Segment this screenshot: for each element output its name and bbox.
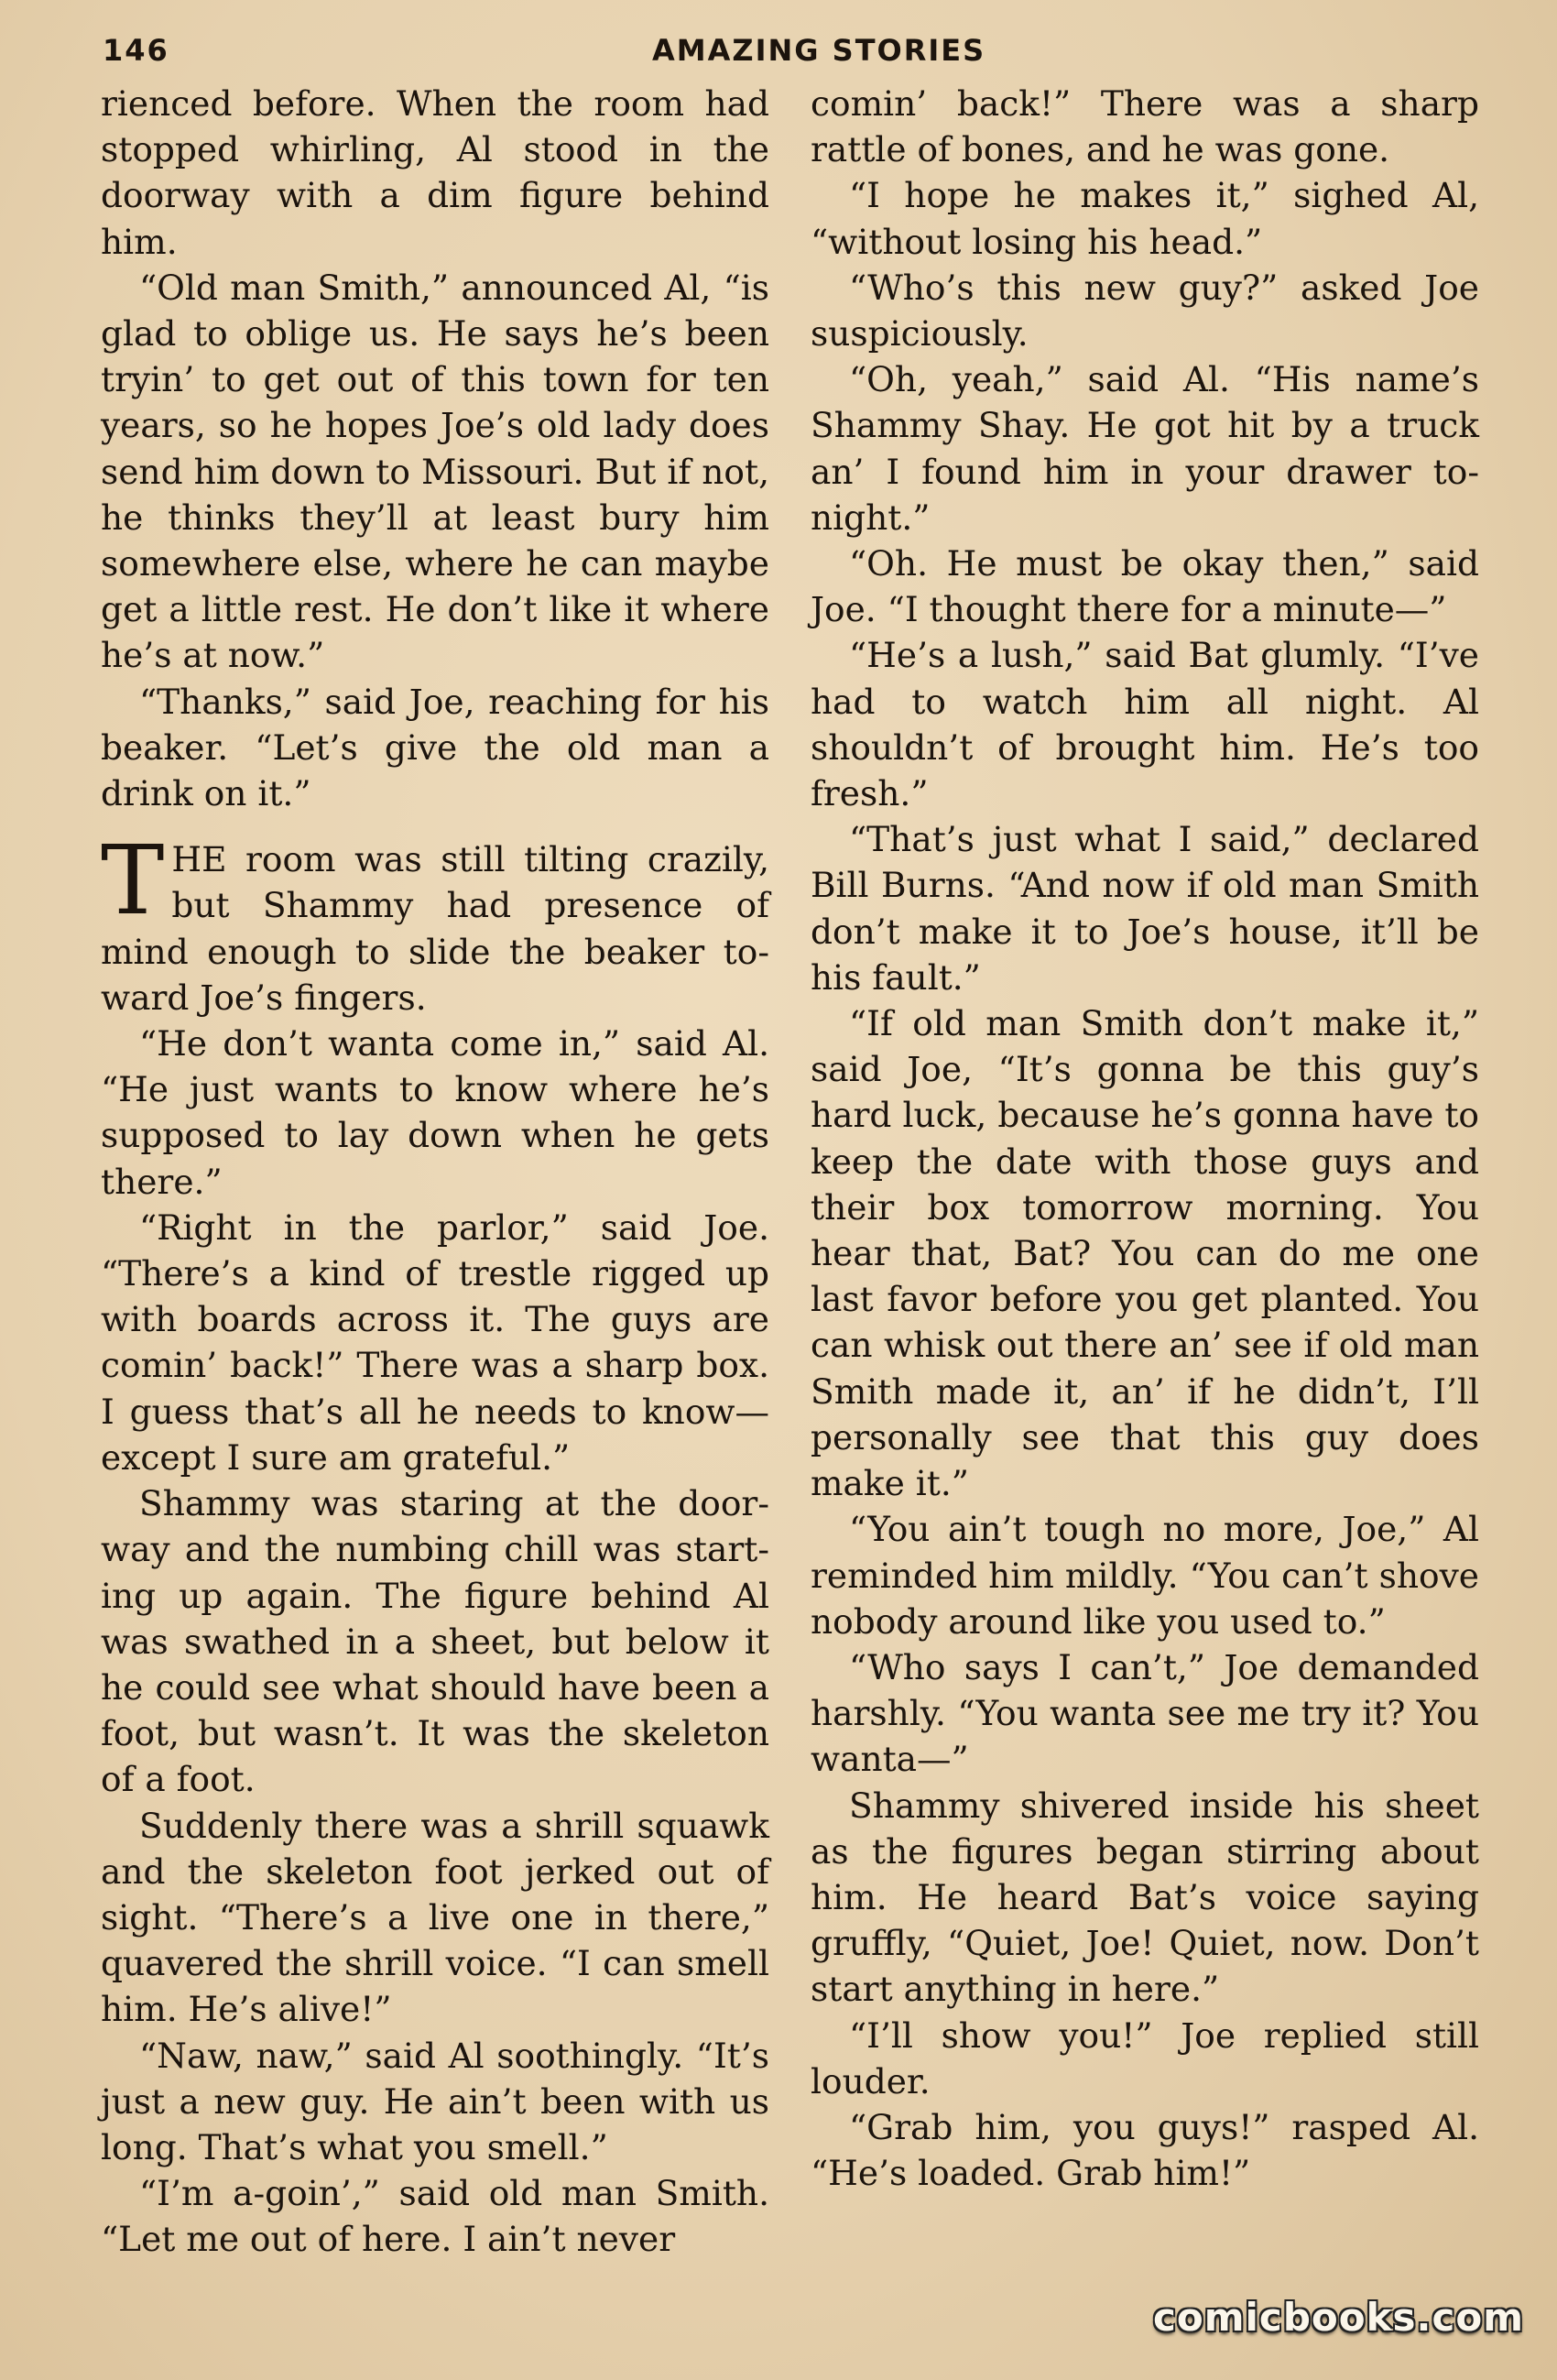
paragraph-text: HE room was still tilting crazily, but Shammy had presence of mind enough to slide the beaker toward Joe’s fingers. (101, 839, 769, 1018)
section-opening-paragraph (101, 824, 769, 1021)
paragraph: “Naw, naw,” said Al soothingly. “It’s just a new guy. He ain’t been with us long. That’s what you smell.” (101, 2035, 769, 2167)
page-number: 146 (103, 33, 169, 68)
paragraph: Shammy was staring at the doorway and the numbing chill was starting up again. The figure behind Al was swathed in a sheet, but below it he could see what should have been a foot, but wasn’t. It was the skeleton of a foot. (101, 1483, 769, 1800)
paragraph: Suddenly there was a shrill squawk and the skeleton foot jerked out of sight. “There’s a live one in there,” quavered the shrill voice. “I can smell him. He’s alive!” (101, 1805, 769, 2030)
paragraph: Shammy shivered inside his sheet as the figures began stirring about him. He heard Bat’s voice saying gruffly, “Quiet, Joe! Quiet, now. Don’t start anything in here.” (811, 1785, 1479, 2010)
drop-cap: T (101, 824, 165, 937)
paragraph: “Who’s this new guy?” asked Joe suspiciously. (811, 267, 1479, 355)
right-column (811, 81, 1479, 2196)
paragraph: “Old man Smith,” announced Al, “is glad to oblige us. He says he’s been tryin’ to get out of this town for ten years, so he hopes Joe’s old lady does send him down to Missouri. But if not, he thinks they’ll at least bury him somewhere else, where he can maybe get a little rest. He don’t like it where he’s at now.” (101, 267, 769, 676)
paragraph: “Right in the parlor,” said Joe. “There’s a kind of trestle rigged up with boards across it. The guys are comin’ back!” There was a sharp box. I guess that’s all he needs to know—except I sure am grateful.” (101, 1206, 769, 1478)
paragraph: “That’s just what I said,” declared Bill Burns. “And now if old man Smith don’t make it to Joe’s house, it’ll be his fault.” (811, 819, 1479, 998)
paragraph: “I’m a-goin’,” said old man Smith. “Let me out of here. I ain’t never (101, 2173, 769, 2260)
paragraph: “He don’t wanta come in,” said Al. “He just wants to know where he’s supposed to lay down when he gets there.” (101, 1023, 769, 1202)
running-head (103, 33, 1476, 70)
paragraph: “I hope he makes it,” sighed Al, “without losing his head.” (811, 175, 1479, 262)
paragraph: comin’ back!” There was a sharp rattle of bones, and he was gone. (811, 83, 1479, 170)
paragraph: “Oh. He must be okay then,” said Joe. “I thought there for a minute—” (811, 543, 1479, 630)
magazine-title: AMAZING STORIES (652, 33, 986, 68)
paragraph: “I’ll show you!” Joe replied still louder. (811, 2014, 1479, 2102)
paragraph: “He’s a lush,” said Bat glumly. “I’ve had to watch him all night. Al shouldn’t of brought him. He’s too fresh.” (811, 635, 1479, 814)
paragraph: “Grab him, you guys!” rasped Al. “He’s loaded. Grab him!” (811, 2106, 1479, 2194)
paragraph: “Who says I can’t,” Joe demanded harshly. “You wanta see me try it? You wanta—” (811, 1646, 1479, 1780)
paragraph: “Oh, yeah,” said Al. “His name’s Shammy Shay. He got hit by a truck an’ I found him in your drawer tonight.” (811, 359, 1479, 538)
paragraph: rienced before. When the room had stopped whirling, Al stood in the doorway with a dim figure behind him. (101, 83, 769, 262)
paragraph: “You ain’t tough no more, Joe,” Al reminded him mildly. “You can’t shove nobody around like you used to.” (811, 1509, 1479, 1642)
paragraph: “Thanks,” said Joe, reaching for his beaker. “Let’s give the old man a drink on it.” (101, 681, 769, 814)
left-column (101, 81, 769, 2263)
site-watermark: comicbooks.com (1153, 2295, 1524, 2340)
paragraph: “If old man Smith don’t make it,” said Joe, “It’s gonna be this guy’s hard luck, because he’s gonna have to keep the date with those guys and their box tomorrow morning. You hear that, Bat? You can do me one last favor before you get planted. You can whisk out there an’ see if old man Smith made it, an’ if he didn’t, I’ll personally see that this guy does make it.” (811, 1003, 1479, 1504)
